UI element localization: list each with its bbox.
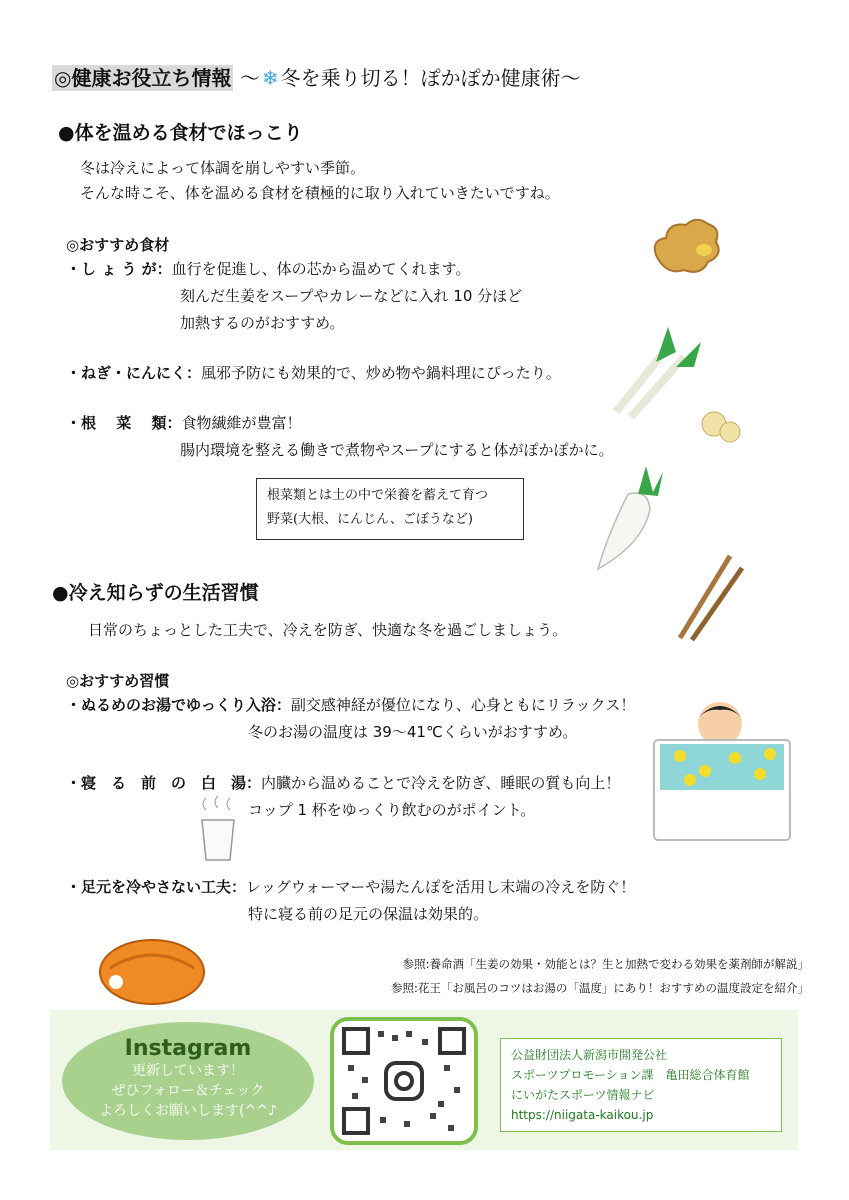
- page-title: [52, 62, 581, 91]
- instagram-title: Instagram: [124, 1036, 252, 1061]
- food-item-root-vegetables: [66, 410, 301, 437]
- intro-line: 冬は冷えによって体調を崩しやすい季節。: [80, 159, 366, 177]
- item-text: コップ 1 杯をゆっくり飲むのがポイント。: [248, 801, 536, 819]
- item-text: 腸内環境を整える働きで煮物やスープにすると体がぽかぽかに。: [180, 441, 614, 459]
- qr-code[interactable]: [330, 1017, 478, 1145]
- item-text: 食物繊維が豊富！: [181, 414, 302, 432]
- item-text: 加熱するのがおすすめ。: [180, 314, 345, 332]
- daikon-icon: [588, 464, 678, 574]
- reference-line: 参照:花王「お風呂のコツはお湯の「温度」にあり！おすすめの温度設定を紹介」: [391, 981, 809, 995]
- note-line: 根菜類とは土の中で栄養を蓄えて育つ: [267, 488, 489, 503]
- item-text: 内臓から温めることで冷えを防ぎ、睡眠の質も向上！: [261, 774, 621, 792]
- item-label: ・根 菜 類：: [66, 414, 182, 432]
- item-text: 冬のお湯の温度は 39～41℃くらいがおすすめ。: [248, 723, 578, 741]
- org-website-link[interactable]: https://niigata-kaikou.jp: [511, 1108, 654, 1122]
- habit-item-bath: [66, 692, 635, 719]
- title-tilde: ～: [239, 66, 260, 90]
- org-line: 公益財団法人新潟市開発公社: [511, 1048, 668, 1062]
- reference-line: 参照:養命酒「生姜の効果・効能とは？生と加熱で変わる効果を薬剤師が解説」: [402, 957, 809, 971]
- title-subtitle: 冬を乗り切る！ぽかぽか健康術～: [280, 66, 581, 90]
- item-label: ・足元を冷やさない工夫：: [66, 878, 247, 896]
- habit-item-hot-water: [66, 770, 620, 797]
- instagram-line: ぜひフォロー＆チェック: [111, 1083, 265, 1099]
- item-text: 特に寝る前の足元の保温は効果的。: [248, 905, 489, 923]
- bath-icon: [650, 696, 794, 844]
- garlic-icon: [698, 402, 744, 446]
- item-text: 副交感神経が優位になり、心身ともにリラックス！: [290, 696, 636, 714]
- section2-title: ●冷え知らずの生活習慣: [52, 582, 259, 604]
- section1-intro: [80, 156, 560, 206]
- item-text: レッグウォーマーや湯たんぽを活用し末端の冷えを防ぐ！: [246, 878, 636, 896]
- item-label: ・ぬるめのお湯でゆっくり入浴：: [66, 696, 291, 714]
- habit-item-feet: [66, 874, 635, 901]
- qr-code-icon: [334, 1021, 474, 1141]
- ginger-icon: [646, 210, 726, 280]
- item-text: 血行を促進し、体の芯から温めてくれます。: [171, 260, 471, 278]
- instagram-badge[interactable]: [62, 1022, 314, 1140]
- instagram-line: よろしくお願いします(^^♪: [99, 1103, 277, 1119]
- item-label: ・ねぎ・にんにく：: [66, 364, 202, 382]
- food-item-leek-garlic: [66, 360, 561, 387]
- snowflake-icon: ❄: [261, 66, 279, 90]
- organization-info: [500, 1038, 782, 1132]
- section1-subheading: ◎おすすめ食材: [66, 236, 170, 254]
- root-vegetable-note: [256, 478, 524, 540]
- org-line: にいがたスポーツ情報ナビ: [511, 1088, 655, 1102]
- section2-intro: 日常のちょっとした工夫で、冷えを防ぎ、快適な冬を過ごしましょう。: [88, 621, 568, 639]
- item-text: 刻んだ生姜をスープやカレーなどに入れ 10 分ほど: [180, 287, 523, 305]
- section1-title: ●体を温める食材でほっこり: [58, 122, 303, 144]
- item-label: ・し ょ う が：: [66, 260, 172, 278]
- item-text: 風邪予防にも効果的で、炒め物や鍋料理にぴったり。: [201, 364, 561, 382]
- item-label: ・寝 る 前 の 白 湯：: [66, 774, 262, 792]
- title-highlight: ◎健康お役立ち情報: [54, 66, 232, 90]
- org-line: スポーツプロモーション課 亀田総合体育館: [511, 1068, 750, 1082]
- hot-water-cup-icon: [194, 794, 242, 864]
- food-item-ginger: [66, 256, 470, 283]
- instagram-line: 更新しています！: [132, 1063, 244, 1079]
- intro-line: そんな時こそ、体を温める食材を積極的に取り入れていきたいですね。: [80, 184, 560, 202]
- burdock-icon: [670, 548, 750, 644]
- hot-water-bottle-icon: [96, 928, 208, 1012]
- note-line: 野菜(大根、にんじん、ごぼうなど): [267, 512, 473, 527]
- section2-subheading: ◎おすすめ習慣: [66, 672, 170, 690]
